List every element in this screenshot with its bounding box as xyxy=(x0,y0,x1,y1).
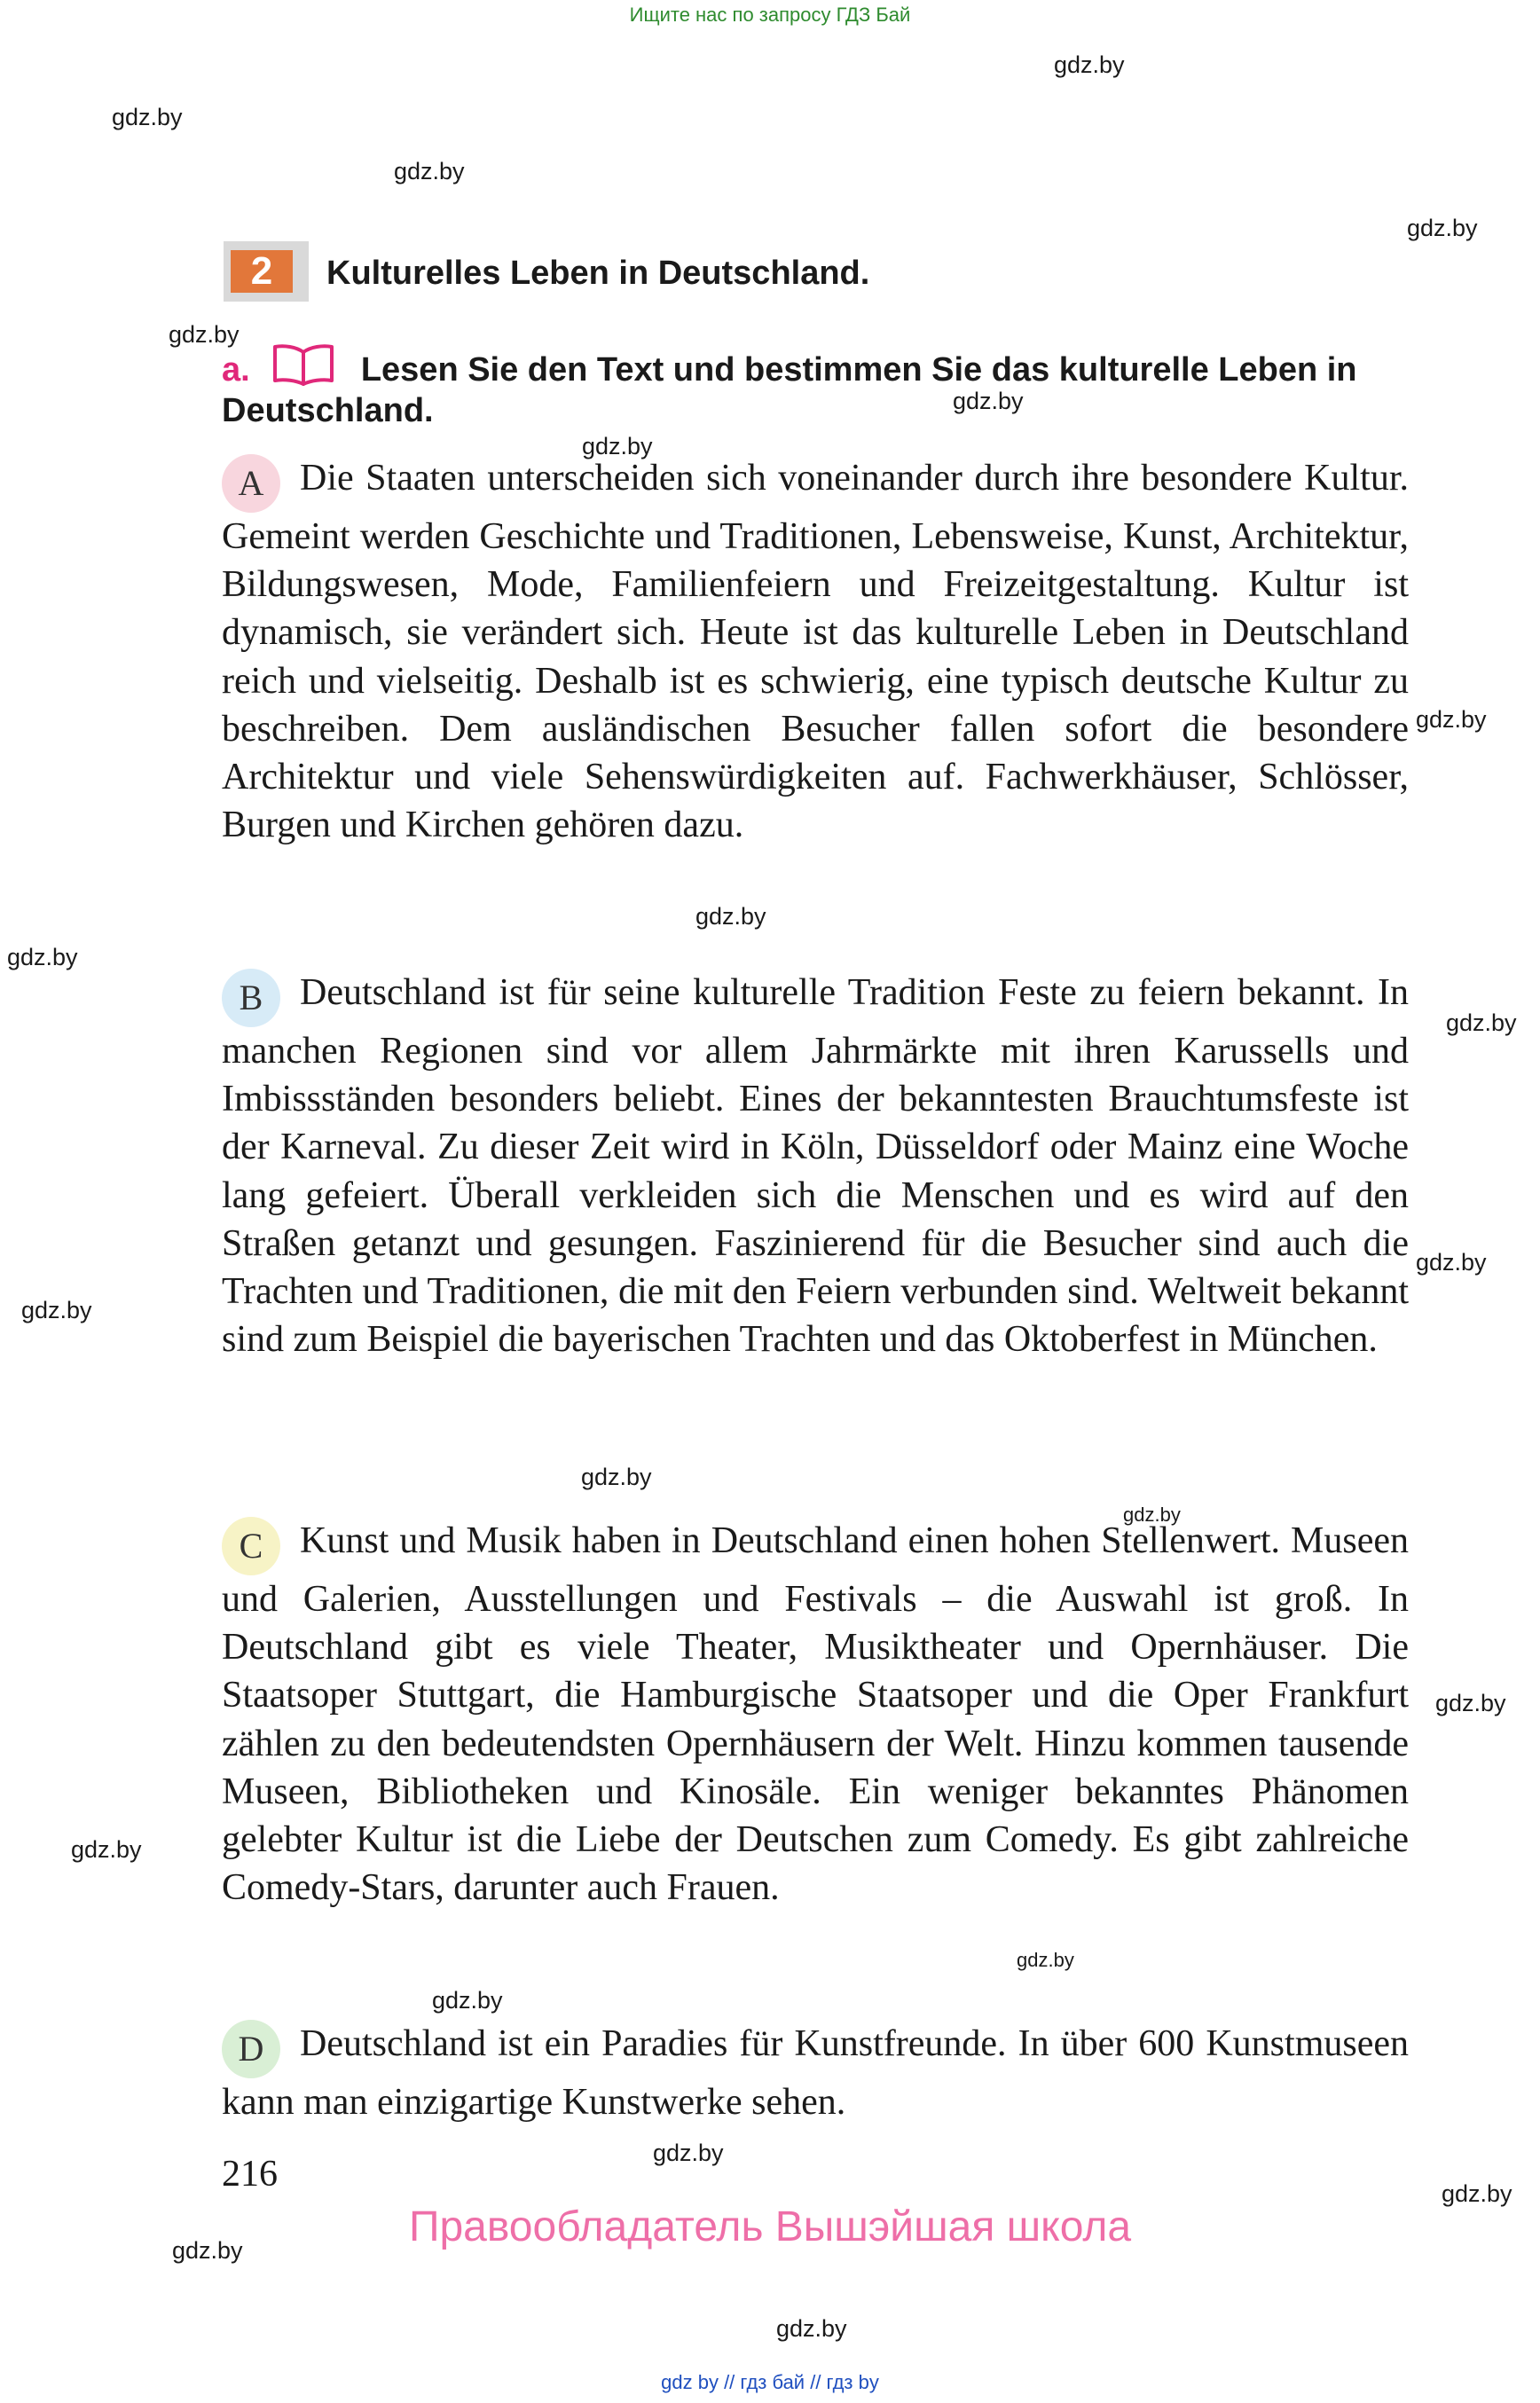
watermark: gdz.by xyxy=(1416,1249,1487,1276)
paragraph-text: Deutschland ist für seine kulturelle Tradition Feste zu feiern bekannt. In manchen Regionen sind vor allem Jahrmärkte mit ihren Karussells und Imbissständen besonders beliebt. Eines der bekanntesten Brauchtumsfeste ist der Karneval. Zu dieser Zeit wird in Köln, Düsseldorf oder Mainz eine Woche lang gefeiert. Überall verkleiden sich die Menschen und es wird auf den Straßen getanzt und gesungen. Faszinierend für die Besucher sind auch die Trachten und Traditionen, die mit den Feiern verbunden sind. Weltweit bekannt sind zum Beispiel die bayerischen Trachten und das Oktoberfest in München. xyxy=(222,972,1409,1361)
watermark: gdz.by xyxy=(1123,1504,1181,1526)
exercise-number: 2 xyxy=(231,250,293,293)
paragraph-a xyxy=(222,454,1409,849)
paragraph-marker: C xyxy=(222,1517,280,1575)
watermark: gdz.by xyxy=(1416,706,1487,733)
watermark: gdz.by xyxy=(394,158,465,185)
watermark: gdz.by xyxy=(1017,1949,1074,1971)
watermark: gdz.by xyxy=(172,2237,243,2264)
watermark: gdz.by xyxy=(1407,215,1478,241)
top-banner: Ищите нас по запросу ГДЗ Бай xyxy=(629,4,911,26)
page-number: 216 xyxy=(222,2154,278,2195)
paragraph-text: Kunst und Musik haben in Deutschland einen hohen Stellenwert. Museen und Galerien, Ausstellungen und Festivals – die Auswahl ist groß. In Deutschland gibt es viele Theater, Musiktheater und Opernhäuser. Die Staatsoper Stuttgart, die Hamburgische Staatsoper und die Oper Frankfurt zählen zu den bedeutendsten Opernhäusern der Welt. Hinzu kommen tausende Museen, Bibliotheken und Kinosäle. Ein weniger bekanntes Phänomen gelebter Kultur ist die Liebe der Deutschen zum Comedy. Es gibt zahlreiche Comedy-Stars, darunter auch Frauen. xyxy=(222,1520,1409,1909)
watermark: gdz.by xyxy=(1442,2180,1512,2207)
watermark: gdz.by xyxy=(169,321,240,348)
watermark: gdz.by xyxy=(581,1464,652,1490)
watermark: gdz.by xyxy=(1435,1690,1506,1716)
task-text: Lesen Sie den Text und bestimmen Sie das kulturelle Leben in Deutschland. xyxy=(222,351,1357,429)
watermark: gdz.by xyxy=(21,1297,92,1323)
watermark: gdz.by xyxy=(1054,51,1125,78)
paragraph-d xyxy=(222,2020,1409,2126)
paragraph-c xyxy=(222,1517,1409,1912)
watermark: gdz.by xyxy=(432,1987,503,2014)
bottom-links[interactable]: gdz by // гдз бай // гдз by xyxy=(661,2371,879,2393)
watermark: gdz.by xyxy=(7,944,78,970)
paragraph-marker: B xyxy=(222,969,280,1027)
watermark: gdz.by xyxy=(653,2140,724,2166)
task-letter: a. xyxy=(222,351,250,389)
exercise-badge xyxy=(224,241,309,302)
paragraph-marker: A xyxy=(222,454,280,513)
exercise-title: Kulturelles Leben in Deutschland. xyxy=(326,255,870,292)
paragraph-text: Deutschland ist ein Paradies für Kunstfreunde. In über 600 Kunstmuseen kann man einzigartige Kunstwerke sehen. xyxy=(222,2023,1409,2123)
book-icon xyxy=(271,342,335,386)
watermark: gdz.by xyxy=(695,903,766,930)
watermark: gdz.by xyxy=(776,2315,847,2342)
watermark: gdz.by xyxy=(71,1836,142,1863)
paragraph-b xyxy=(222,969,1409,1363)
paragraph-text: Die Staaten unterscheiden sich voneinander durch ihre besondere Kultur. Gemeint werden Geschichte und Traditionen, Lebensweise, Kunst, Architektur, Bildungswesen, Mode, Familienfeiern und Freizeitgestaltung. Kultur ist dynamisch, sie verändert sich. Heute ist das kulturelle Leben in Deutschland reich und vielseitig. Deshalb ist es schwierig, eine typisch deutsche Kultur zu beschreiben. Dem ausländischen Besucher fallen sofort die besondere Architektur und viele Sehenswürdigkeiten auf. Fachwerkhäuser, Schlösser, Burgen und Kirchen gehören dazu. xyxy=(222,458,1409,846)
task-instruction xyxy=(222,342,1410,431)
watermark: gdz.by xyxy=(953,388,1024,414)
watermark: gdz.by xyxy=(1446,1009,1517,1036)
watermark: gdz.by xyxy=(582,433,653,459)
watermark: gdz.by xyxy=(112,104,183,130)
paragraph-marker: D xyxy=(222,2020,280,2078)
copyright-notice: Правообладатель Вышэйшая школа xyxy=(408,2203,1132,2250)
